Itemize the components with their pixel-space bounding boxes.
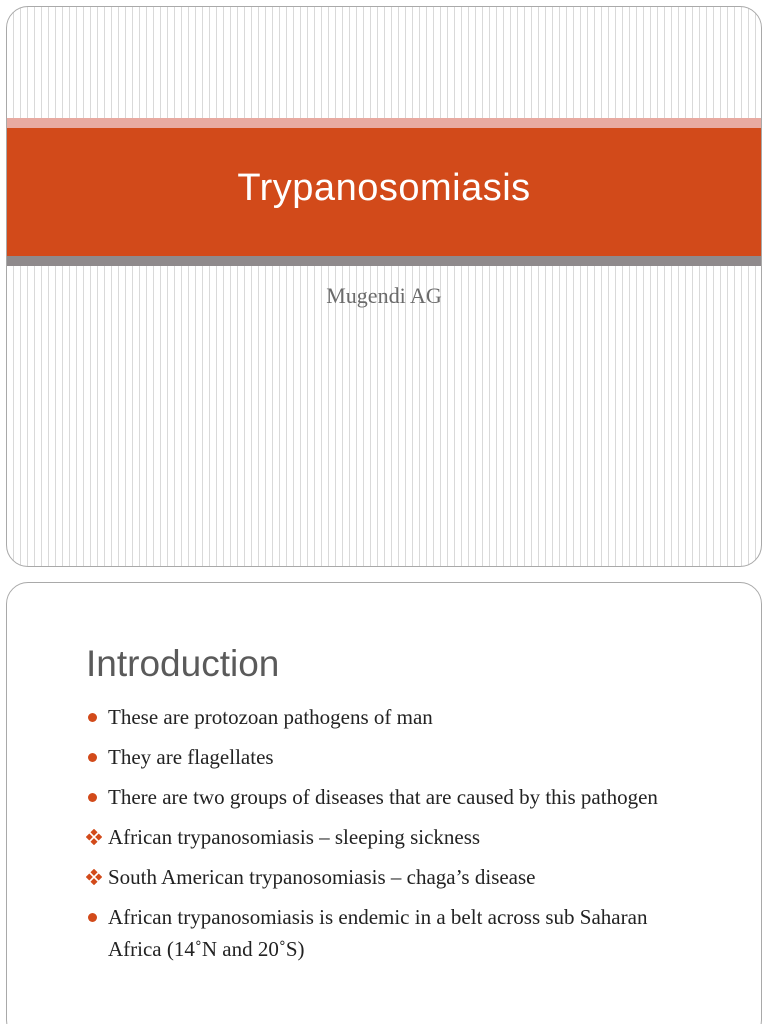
title-band-top-stripe xyxy=(7,118,761,128)
bullet-dot-icon xyxy=(88,713,97,722)
list-item xyxy=(86,821,686,853)
bullet-dot-icon xyxy=(88,793,97,802)
bullet-text: There are two groups of diseases that are caused by this pathogen xyxy=(108,785,658,809)
bullet-text: South American trypanosomiasis – chaga’s disease xyxy=(108,865,536,889)
slide-subtitle: Mugendi AG xyxy=(326,283,442,308)
bullet-text: African trypanosomiasis – sleeping sickness xyxy=(108,825,481,849)
bullet-list xyxy=(86,701,686,973)
bullet-dot-icon xyxy=(88,753,97,762)
list-item xyxy=(86,701,686,733)
list-item xyxy=(86,781,686,813)
title-slide xyxy=(6,6,762,567)
diamond-bullet-icon xyxy=(86,829,102,845)
title-band-bottom-stripe xyxy=(7,256,761,266)
bullet-text: African trypanosomiasis is endemic in a belt across sub Saharan Africa (14˚N and 20˚S) xyxy=(108,905,648,961)
list-item xyxy=(86,901,686,965)
bullet-dot-icon xyxy=(88,913,97,922)
slide-heading: Introduction xyxy=(86,643,280,684)
title-band xyxy=(7,128,761,256)
bullet-text: They are flagellates xyxy=(108,745,274,769)
introduction-slide xyxy=(6,582,762,1024)
diamond-bullet-icon xyxy=(86,869,102,885)
list-item xyxy=(86,861,686,893)
slide-title: Trypanosomiasis xyxy=(237,166,531,209)
bullet-text: These are protozoan pathogens of man xyxy=(108,705,433,729)
list-item xyxy=(86,741,686,773)
